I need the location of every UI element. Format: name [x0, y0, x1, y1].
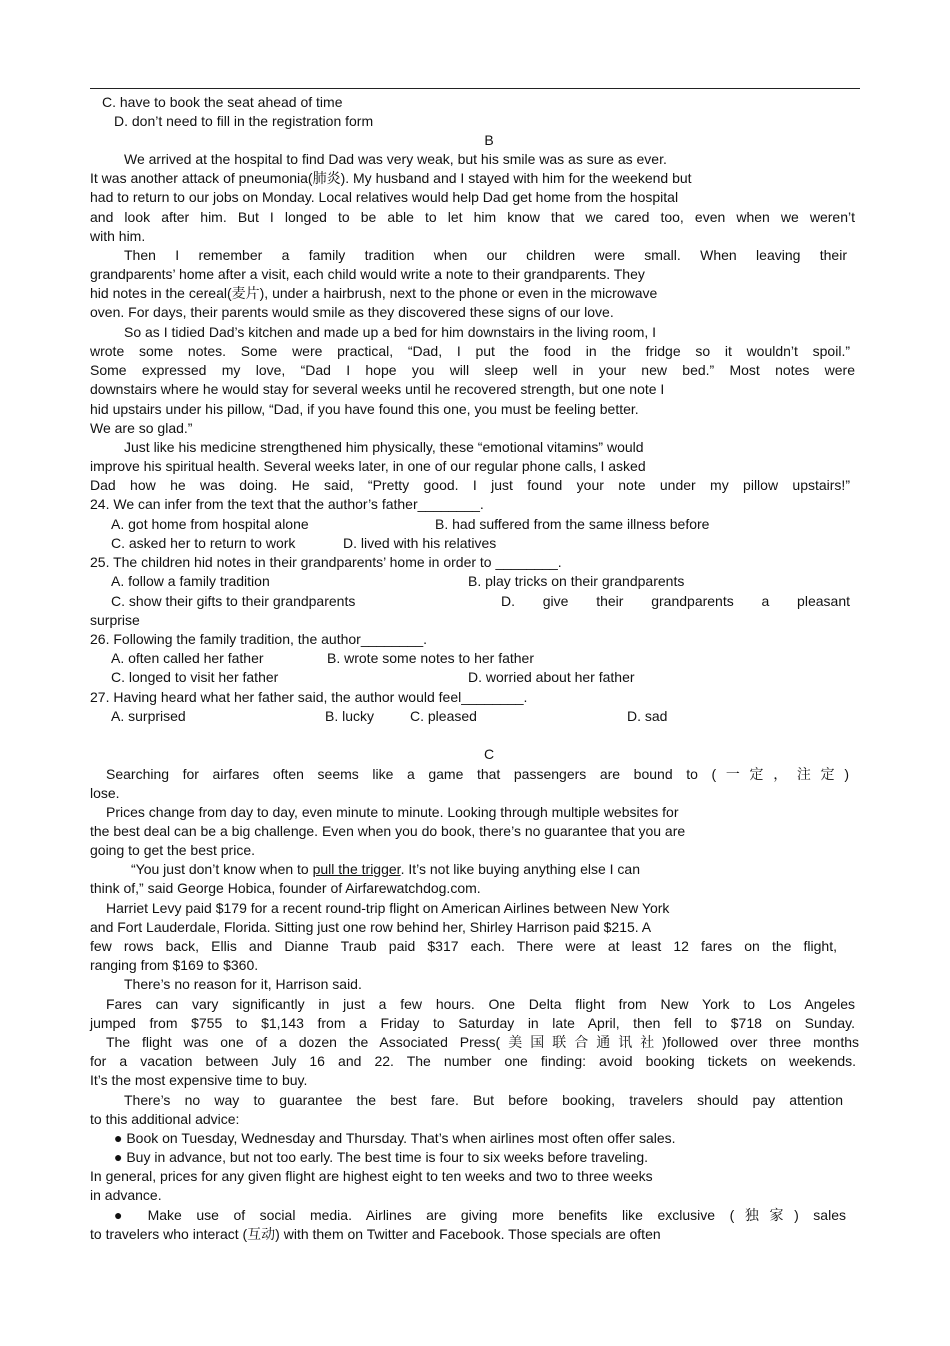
question-25-stem: 25. The children hid notes in their grandparents’ home in order to ________. [90, 554, 562, 570]
question-27-stem: 27. Having heard what her father said, the author would feel________. [90, 689, 528, 705]
passage-c-line: few rows back, Ellis and Dianne Traub paid $317 each. There were at least 12 fares on the flight, [90, 938, 837, 954]
passage-c-line: The flight was one of a dozen the Associated Press(美国联合通讯社)followed over three months [106, 1034, 859, 1050]
question-25-option-b[interactable]: B. play tricks on their grandparents [468, 573, 685, 589]
passage-b-line: Some expressed my love, “Dad I hope you will sleep well in your new bed.” Most notes were [90, 362, 855, 378]
option-d-prev: D. don’t need to fill in the registration form [114, 113, 374, 129]
question-25-option-a[interactable]: A. follow a family tradition [111, 573, 270, 589]
passage-b-line: It was another attack of pneumonia(肺炎). My husband and I stayed with him for the weekend but [90, 170, 692, 186]
passage-b-heading: B [484, 132, 494, 148]
underlined-phrase: pull the trigger [312, 861, 401, 877]
passage-b-line: Dad how he was doing. He said, “Pretty good. I just found your note under my pillow upstairs!” [90, 477, 850, 493]
passage-b-line: had to return to our jobs on Monday. Local relatives would help Dad get home from the hospital [90, 189, 679, 205]
question-26-option-a[interactable]: A. often called her father [111, 650, 264, 666]
passage-b-line: downstairs where he would stay for several weeks until he recovered strength, but one note I [90, 381, 665, 397]
question-27-option-a[interactable]: A. surprised [111, 708, 186, 724]
passage-c-line: and Fort Lauderdale, Florida. Sitting just one row behind her, Shirley Harrison paid $215. A [90, 919, 652, 935]
passage-c-line: to travelers who interact (互动) with them on Twitter and Facebook. Those specials are often [90, 1226, 661, 1242]
advice-item-2: ● Buy in advance, but not too early. The best time is four to six weeks before traveling. [114, 1149, 648, 1165]
passage-b-line: wrote some notes. Some were practical, “Dad, I put the food in the fridge so it wouldn’t spoil.” [90, 343, 850, 359]
passage-c-line: in advance. [90, 1187, 162, 1203]
passage-c-line: There’s no reason for it, Harrison said. [124, 976, 362, 992]
passage-c-line: think of,” said George Hobica, founder of Airfarewatchdog.com. [90, 880, 481, 896]
passage-c-line: for a vacation between July 16 and 22. The number one finding: avoid booking tickets on weekends. [90, 1053, 856, 1069]
passage-b-line: hid notes in the cereal(麦片), under a hairbrush, next to the phone or even in the microwave [90, 285, 658, 301]
passage-c-line: lose. [90, 785, 120, 801]
passage-b-line: We arrived at the hospital to find Dad was very weak, but his smile was as sure as ever. [124, 151, 667, 167]
question-26-option-c[interactable]: C. longed to visit her father [111, 669, 279, 685]
passage-b-line: improve his spiritual health. Several weeks later, in one of our regular phone calls, I asked [90, 458, 646, 474]
question-24-option-d[interactable]: D. lived with his relatives [343, 535, 497, 551]
passage-c-line: There’s no way to guarantee the best fare. But before booking, travelers should pay attention [124, 1092, 843, 1108]
passage-b-line: Then I remember a family tradition when our children were small. When leaving their [124, 247, 847, 263]
question-25-option-d-continued: surprise [90, 612, 140, 628]
question-26-option-b[interactable]: B. wrote some notes to her father [327, 650, 534, 666]
question-24-option-c[interactable]: C. asked her to return to work [111, 535, 296, 551]
passage-c-line: Prices change from day to day, even minute to minute. Looking through multiple websites for [106, 804, 679, 820]
question-26-stem: 26. Following the family tradition, the author________. [90, 631, 427, 647]
passage-c-line: jumped from $755 to $1,143 from a Friday to Saturday in late April, then fell to $718 on Sunday. [90, 1015, 855, 1031]
question-25-option-d[interactable]: D. give their grandparents a pleasant [501, 593, 850, 609]
passage-c-line: In general, prices for any given flight are highest eight to ten weeks and two to three weeks [90, 1168, 653, 1184]
passage-c-line: Fares can vary significantly in just a few hours. One Delta flight from New York to Los Angeles [106, 996, 855, 1012]
question-24-option-b[interactable]: B. had suffered from the same illness before [435, 516, 710, 532]
question-24-option-a[interactable]: A. got home from hospital alone [111, 516, 309, 532]
question-26-option-d[interactable]: D. worried about her father [468, 669, 635, 685]
option-c-prev: C. have to book the seat ahead of time [102, 94, 343, 110]
passage-b-line: So as I tidied Dad’s kitchen and made up a bed for him downstairs in the living room, I [124, 324, 657, 340]
passage-b-line: and look after him. But I longed to be able to let him know that we cared too, even when we weren’t [90, 209, 855, 225]
passage-b-line: We are so glad.” [90, 420, 193, 436]
question-27-option-b[interactable]: B. lucky [325, 708, 375, 724]
question-24-stem: 24. We can infer from the text that the author’s father________. [90, 496, 484, 512]
passage-c-line: Searching for airfares often seems like a game that passengers are bound to (一定，注定) [106, 766, 849, 782]
passage-c-line: Harriet Levy paid $179 for a recent round-trip flight on American Airlines between New York [106, 900, 670, 916]
advice-item-3: ● Make use of social media. Airlines are giving more benefits like exclusive (独家) sales [114, 1207, 846, 1223]
passage-b-line: grandparents’ home after a visit, each child would write a note to their grandparents. They [90, 266, 645, 282]
quote-lead: “You just don’t know when to [131, 861, 313, 877]
quote-tail: . It’s not like buying anything else I can [400, 861, 641, 877]
question-25-option-c[interactable]: C. show their gifts to their grandparents [111, 593, 356, 609]
header-rule [90, 88, 860, 89]
passage-c-line: to this additional advice: [90, 1111, 240, 1127]
question-27-option-c[interactable]: C. pleased [410, 708, 477, 724]
passage-b-line: Just like his medicine strengthened him physically, these “emotional vitamins” would [124, 439, 644, 455]
advice-item-1: ● Book on Tuesday, Wednesday and Thursday. That’s when airlines most often offer sales. [114, 1130, 676, 1146]
passage-c-line: the best deal can be a big challenge. Even when you do book, there’s no guarantee that you are [90, 823, 686, 839]
passage-c-line: It’s the most expensive time to buy. [90, 1072, 308, 1088]
passage-c-line [131, 861, 640, 878]
passage-c-line: ranging from $169 to $360. [90, 957, 259, 973]
passage-b-line: oven. For days, their parents would smile as they discovered these signs of our love. [90, 304, 614, 320]
passage-b-line: hid upstairs under his pillow, “Dad, if you have found this one, you must be feeling better. [90, 401, 639, 417]
passage-c-heading: C [483, 746, 495, 762]
passage-c-line: going to get the best price. [90, 842, 255, 858]
passage-b-line: with him. [90, 228, 146, 244]
question-27-option-d[interactable]: D. sad [627, 708, 668, 724]
